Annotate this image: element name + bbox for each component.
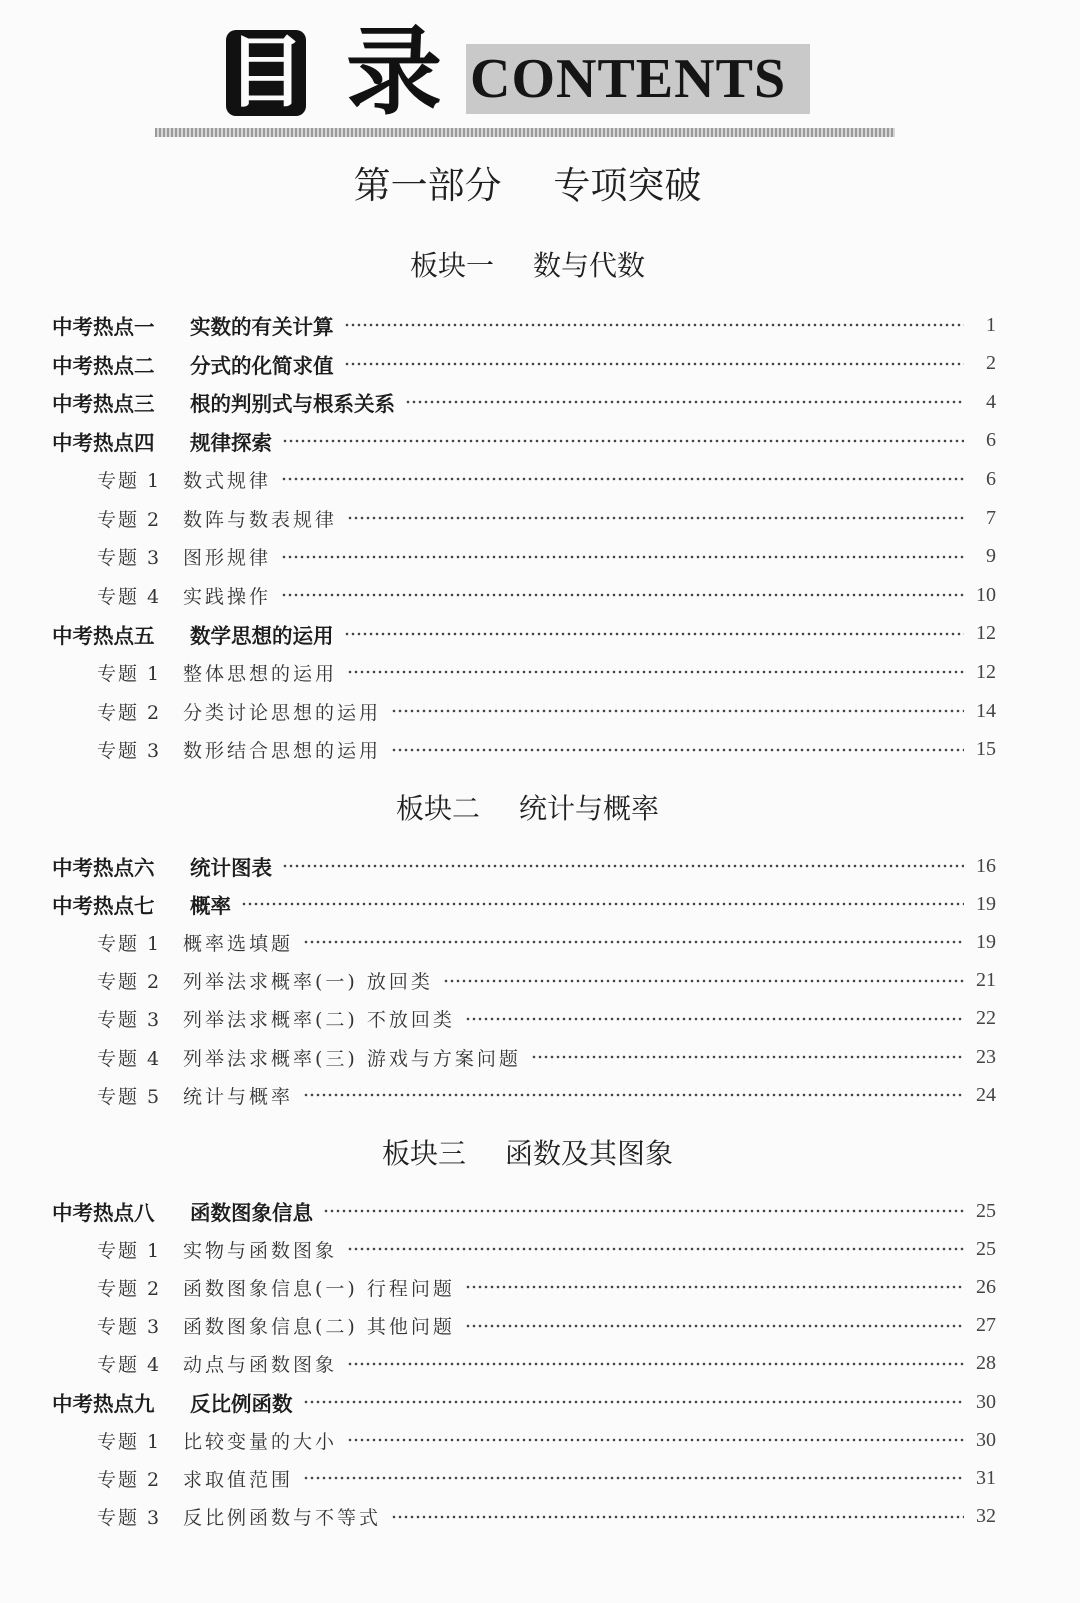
page-number: 25 — [976, 1237, 996, 1260]
dot-leader — [303, 940, 964, 944]
page-number: 19 — [976, 892, 996, 915]
toc-header — [0, 0, 1080, 150]
entry-label — [97, 929, 293, 956]
contents-label: CONTENTS — [470, 48, 787, 110]
page-number: 24 — [976, 1083, 996, 1106]
entry-label — [97, 1465, 293, 1492]
entry-title: 实践操作 — [183, 585, 272, 608]
dot-leader — [241, 902, 964, 906]
dot-leader — [531, 1055, 964, 1059]
page-number: 19 — [976, 930, 996, 953]
dot-leader — [281, 593, 964, 597]
heading-char-lu: 录 — [346, 16, 442, 128]
entry-title: 概率选填题 — [183, 932, 294, 955]
entry-number: 中考热点八 — [52, 1201, 155, 1225]
toc-entry-topic — [97, 735, 996, 765]
entry-number: 专题 4 — [97, 1354, 162, 1377]
entry-label — [97, 1503, 381, 1530]
page-number: 4 — [986, 390, 996, 413]
toc-entry-hotspot — [52, 310, 996, 340]
entry-title: 分类讨论思想的运用 — [183, 701, 382, 724]
entry-label — [52, 1387, 293, 1417]
entry-title: 函数图象信息 — [190, 1201, 313, 1225]
toc-entry-hotspot — [52, 349, 996, 379]
entry-label — [52, 387, 395, 417]
toc-entry-topic — [97, 1234, 996, 1264]
dot-leader — [405, 400, 964, 404]
entry-label — [97, 659, 337, 686]
entry-number: 专题 3 — [97, 1316, 162, 1339]
toc-entry-hotspot — [52, 1387, 996, 1417]
entry-label — [97, 582, 271, 609]
entry-label — [97, 505, 337, 532]
toc-entry-topic — [97, 580, 996, 610]
entry-title: 列举法求概率(一) 放回类 — [183, 971, 433, 994]
toc-entry-topic — [97, 503, 996, 533]
toc-entry-topic — [97, 696, 996, 726]
toc-entry-hotspot — [52, 619, 996, 649]
entry-number: 专题 2 — [97, 701, 162, 724]
entry-title: 统计图表 — [190, 856, 272, 880]
entry-label — [52, 310, 334, 340]
page-number: 21 — [976, 969, 996, 992]
toc-entry-topic — [97, 1425, 996, 1455]
entry-number: 中考热点一 — [52, 315, 155, 339]
entry-number: 专题 3 — [97, 547, 162, 570]
entry-number: 专题 1 — [97, 662, 162, 685]
dot-leader — [347, 516, 964, 520]
section-title: 板块二 统计与概率 — [396, 792, 659, 825]
page-number: 28 — [976, 1352, 996, 1375]
entry-title: 数式规律 — [183, 469, 272, 492]
entry-number: 专题 1 — [97, 1430, 162, 1453]
heading-char-mu: 目 — [226, 28, 305, 118]
toc-entry-topic — [97, 542, 996, 572]
entry-number: 中考热点七 — [52, 894, 155, 919]
entry-title: 列举法求概率(三) 游戏与方案问题 — [183, 1047, 521, 1070]
toc-entry-topic — [97, 1080, 996, 1110]
entry-title: 函数图象信息(二) 其他问题 — [183, 1316, 455, 1339]
header-rule — [155, 128, 895, 137]
dot-leader — [281, 555, 964, 559]
entry-number: 中考热点六 — [52, 856, 155, 880]
entry-number: 专题 3 — [97, 1009, 162, 1032]
page-number: 6 — [986, 467, 996, 490]
section-title: 板块一 数与代数 — [410, 249, 645, 282]
entry-title: 整体思想的运用 — [183, 662, 338, 685]
page-number: 12 — [976, 660, 996, 683]
dot-leader — [391, 709, 964, 713]
part-title: 第一部分 专项突破 — [353, 164, 702, 207]
page-number: 12 — [976, 622, 996, 645]
page-number: 6 — [986, 429, 996, 452]
section-title: 板块三 函数及其图象 — [382, 1137, 673, 1170]
entry-title: 规律探索 — [190, 430, 272, 455]
dot-leader — [347, 670, 964, 674]
page-number: 30 — [976, 1428, 996, 1451]
page-number: 16 — [976, 854, 996, 877]
toc-entry-hotspot — [52, 1196, 996, 1226]
dot-leader — [347, 1362, 964, 1366]
toc-entry-hotspot — [52, 851, 996, 881]
page-number: 7 — [986, 506, 996, 529]
entry-number: 中考热点四 — [52, 430, 155, 455]
dot-leader — [465, 1017, 964, 1021]
entry-title: 图形规律 — [183, 547, 272, 570]
dot-leader — [282, 439, 964, 443]
entry-label — [52, 426, 272, 456]
entry-number: 专题 1 — [97, 469, 162, 492]
entry-number: 专题 3 — [97, 1507, 162, 1530]
entry-label — [52, 349, 334, 379]
entry-label — [97, 736, 381, 763]
toc-entry-hotspot — [52, 889, 996, 919]
entry-number: 专题 5 — [97, 1085, 162, 1108]
dot-leader — [347, 1247, 964, 1251]
page-number: 32 — [976, 1505, 996, 1528]
toc-entry-topic — [97, 657, 996, 687]
page-number: 25 — [976, 1199, 996, 1222]
entry-number: 专题 2 — [97, 1277, 162, 1300]
page-number: 15 — [976, 738, 996, 761]
entry-title: 实物与函数图象 — [183, 1239, 338, 1262]
dot-leader — [391, 1515, 964, 1519]
toc-entry-topic — [97, 1004, 996, 1034]
entry-title: 求取值范围 — [183, 1468, 294, 1491]
entry-number: 专题 1 — [97, 932, 162, 955]
entry-label — [52, 1196, 313, 1226]
toc-entry-hotspot — [52, 387, 996, 417]
entry-label — [52, 889, 231, 919]
dot-leader — [303, 1093, 964, 1097]
entry-title: 函数图象信息(一) 行程问题 — [183, 1277, 455, 1300]
dot-leader — [465, 1324, 964, 1328]
page-number: 26 — [976, 1275, 996, 1298]
toc-entry-topic — [97, 927, 996, 957]
page-number: 27 — [976, 1314, 996, 1337]
entry-title: 统计与概率 — [183, 1085, 294, 1108]
page-number: 9 — [986, 545, 996, 568]
entry-title: 实数的有关计算 — [190, 315, 334, 339]
entry-number: 专题 3 — [97, 740, 162, 763]
entry-number: 中考热点三 — [52, 392, 155, 417]
dot-leader — [344, 632, 965, 636]
dot-leader — [303, 1476, 964, 1480]
entry-title: 数阵与数表规律 — [183, 508, 338, 531]
toc-entry-topic — [97, 966, 996, 996]
entry-number: 中考热点九 — [52, 1392, 155, 1416]
entry-title: 比较变量的大小 — [183, 1430, 338, 1453]
dot-leader — [443, 979, 964, 983]
toc-entry-topic — [97, 1502, 996, 1532]
toc-entry-topic — [97, 1463, 996, 1493]
entry-label — [52, 619, 334, 649]
toc-entry-topic — [97, 1311, 996, 1341]
entry-label — [97, 1044, 521, 1071]
dot-leader — [344, 323, 965, 327]
entry-number: 专题 4 — [97, 1047, 162, 1070]
page-number: 31 — [976, 1466, 996, 1489]
dot-leader — [303, 1400, 965, 1404]
dot-leader — [347, 1438, 964, 1442]
dot-leader — [344, 362, 965, 366]
entry-label — [97, 1082, 293, 1109]
entry-number: 专题 2 — [97, 508, 162, 531]
dot-leader — [465, 1285, 964, 1289]
entry-title: 概率 — [190, 894, 231, 919]
entry-number: 中考热点五 — [52, 623, 155, 648]
entry-title: 列举法求概率(二) 不放回类 — [183, 1009, 455, 1032]
entry-label — [97, 698, 381, 725]
entry-number: 专题 1 — [97, 1239, 162, 1262]
entry-title: 反比例函数 — [190, 1392, 293, 1416]
entry-title: 反比例函数与不等式 — [183, 1507, 382, 1530]
toc-entry-hotspot — [52, 426, 996, 456]
page-number: 22 — [976, 1007, 996, 1030]
dot-leader — [323, 1209, 964, 1213]
page-number: 2 — [986, 352, 996, 375]
entry-label — [97, 1312, 455, 1339]
dot-leader — [391, 748, 964, 752]
entry-label — [97, 967, 433, 994]
entry-number: 专题 2 — [97, 971, 162, 994]
entry-label — [97, 1427, 337, 1454]
toc-entry-topic — [97, 1042, 996, 1072]
entry-number: 专题 4 — [97, 585, 162, 608]
entry-label — [97, 1350, 337, 1377]
page-number: 14 — [976, 699, 996, 722]
entry-number: 专题 2 — [97, 1468, 162, 1491]
entry-label — [97, 1274, 455, 1301]
entry-title: 数形结合思想的运用 — [183, 740, 382, 763]
page-number: 10 — [976, 583, 996, 606]
entry-title: 分式的化简求值 — [190, 353, 334, 378]
entry-label — [52, 851, 272, 881]
entry-label — [97, 543, 271, 570]
entry-label — [97, 1005, 455, 1032]
entry-title: 数学思想的运用 — [190, 623, 334, 648]
entry-title: 根的判别式与根系关系 — [190, 392, 395, 417]
page-number: 1 — [986, 313, 996, 336]
dot-leader — [281, 477, 964, 481]
toc-entry-topic — [97, 1349, 996, 1379]
toc-entry-topic — [97, 464, 996, 494]
entry-label — [97, 466, 271, 493]
entry-number: 中考热点二 — [52, 353, 155, 378]
entry-label — [97, 1236, 337, 1263]
page-number: 23 — [976, 1045, 996, 1068]
dot-leader — [282, 864, 964, 868]
page-number: 30 — [976, 1390, 996, 1413]
entry-title: 动点与函数图象 — [183, 1354, 338, 1377]
toc-entry-topic — [97, 1272, 996, 1302]
